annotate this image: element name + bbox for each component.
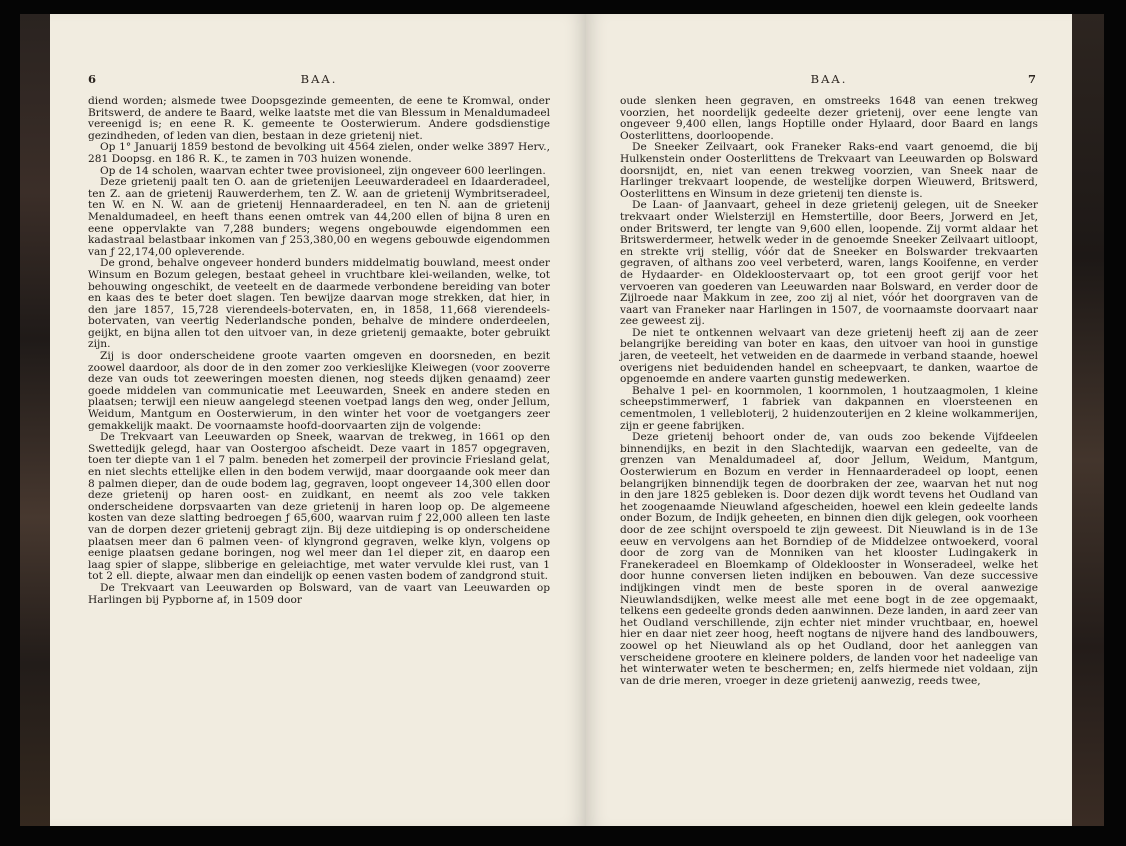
left-page-number: 6	[88, 72, 99, 86]
paragraph: Op de 14 scholen, waarvan echter twee provisioneel, zijn ongeveer 600 leerlingen.	[100, 164, 546, 177]
right-page	[586, 14, 1072, 826]
left-running-title: BAA.	[300, 72, 338, 86]
paragraph: oude slenken heen gegraven, en omstreeks 1648 van eenen trekweg voorzien, het noordelijk gedeelte dezer grietenij, over eene lengte van ongeveer 9,400 ellen, langs Hoptille onder Hylaard, door Baard en langs Oosterlittens, doorloopende.	[620, 95, 1038, 142]
paragraph: diend worden; alsmede twee Doopsgezinde gemeenten, de eene te Kromwal, onder Britswerd, de andere te Baard, welke laatste met die van Blessum in Menaldumadeel vereenigd is; en eene R. K. gemeente te Oosterwierum. Andere godsdienstige gezindheden, of leden van dien, bestaan in deze grietenij niet.	[88, 95, 550, 142]
paragraph: Behalve 1 pel- en koornmolen, 1 koornmolen, 1 houtzaagmolen, 1 kleine scheepstimmerwerf, 1 fabriek van dakpannen en vloersteenen en cementmolen, 1 vellebloterij, 2 huidenzouterijen en 2 kleine wolkammerijen, zijn er geene fabrijken.	[620, 384, 1038, 432]
paragraph: De grond, behalve ongeveer honderd bunders middelmatig bouwland, meest onder Winsum en Bozum gelegen, bestaat geheel in vruchtbare klei-weilanden, welke, tot behouwing ongeschikt, de veeteelt en de daarmede verbondene bereiding van boter en kaas des te beter doet slagen. Ten bewijze daarvan moge strekken, dat hier, in den jare 1857, 15,728 vierendeels-botervaten, en, in 1858, 11,668 vierendeels-botervaten, van veertig Nederlandsche ponden, behalve de mindere onderdeelen, geijkt, en bijna allen tot den uitvoer van, in deze grietenij gemaakte, boter gebruikt zijn.	[88, 257, 550, 351]
left-running-head	[88, 72, 550, 90]
paragraph: De Laan- of Jaanvaart, geheel in deze grietenij gelegen, uit de Sneeker trekvaart onder Wielsterzijl en Hemstertille, door Beers, Jorwerd en Jet, onder Britswerd, ter lengte van 9,600 ellen, loopende. Zij vormt aldaar het Britswerdermeer, hetwelk weder in de genoemde Sneeker Zeilvaart uitloopt, en strekte vrij stellig, vóór dat de Sneeker en Bolswarder trekvaarten gegraven, of althans zoo veel verbeterd, waren, langs Kooifenne, en verder de Hydaarder- en Oldekloostervaart op, tot een groot gerijf voor het vervoeren van goederen van Leeuwarden naar Bolsward, en verder door de Zijlroede naar Makkum in zee, zoo zij al niet, vóór het doorgraven van de vaart van Franeker naar Harlingen in 1507, de voornaamste doorvaart naar zee geweest zij.	[620, 199, 1038, 328]
paragraph: De niet te ontkennen welvaart van deze grietenij heeft zij aan de zeer belangrijke bereiding van boter en kaas, den uitvoer van hooi in gunstige jaren, de veeteelt, het vetweiden en de daarmede in verband staande, hoewel overigens niet beduidenden handel en scheepvaart, te danken, waartoe de opgenoemde en andere vaarten gunstig medewerken.	[620, 326, 1038, 386]
paragraph: Deze grietenij behoort onder de, van ouds zoo bekende Vijfdeelen binnendijks, en bezit in den Slachtedijk, waarvan een gedeelte, van de grenzen van Menaldumadeel af, door Jellum, Weidum, Mantgum, Oosterwierum en Bozum en verder in Hennaarderadeel op loopt, eenen belangrijken binnendijk tegen de doorbraken der zee, waarvan het nut nog in den jare 1825 gebleken is. Door dezen dijk wordt tevens het Oudland van het zoogenaamde Nieuwland afgescheiden, hoewel een klein gedeelte lands onder Bozum, de Indijk geheeten, en binnen dien dijk gelegen, ook voorheen door de zee schijnt overspoeld te zijn geweest. Dit Nieuwland is in de 13e eeuw en vervolgens aan het Borndiep of de Middelzee ontwoekerd, vooral door de zorg van de Monniken van het klooster Ludingakerk in Franekeradeel en Bloemkamp of Oldeklooster in Wonseradeel, welke het door hunne conversen lieten indijken en bebouwen. Van deze successive indijkingen vindt men de beste sporen in de overal aanwezige Nieuwlandsdijken, welke meest alle met eene bogt in de zee opgemaakt, telkens een gedeelte gronds deden aanwinnen. Deze landen, in aard zeer van het Oudland verschillende, zijn echter niet minder vruchtbaar, en, hoewel hier en daar niet zeer hoog, heeft nogtans de nijvere hand des landbouwers, zoowel op het Nieuwland als op het Oudland, door het aanleggen van verscheidene grootere en kleinere polders, de landen voor het nadeelige van het winterwater weten te beschermen; en, zelfs hiermede niet voldaan, zijn van de drie meren, vroeger in deze grietenij aanwezig, reeds twee,	[620, 431, 1038, 687]
left-page-text	[88, 96, 550, 606]
right-running-head	[620, 72, 1038, 90]
paragraph: Zij is door onderscheidene groote vaarten omgeven en doorsneden, en bezit zoowel daardoor, als door de in den zomer zoo verkieslijke Kleiwegen (voor zooverre deze van ouds tot zeeweringen moesten dienen, nog steeds dijken genaamd) zeer goede middelen van communicatie met Leeuwarden, Sneek en andere steden en plaatsen; terwijl een nieuw aangelegd steenen voetpad langs den weg, onder Jellum, Weidum, Mantgum en Oosterwierum, in den winter het voor de voetgangers zeer gemakkelijk maakt. De voornaamste hoofd-doorvaarten zijn de volgende:	[88, 350, 550, 432]
paragraph: De Sneeker Zeilvaart, ook Franeker Raks-end vaart genoemd, die bij Hulkenstein onder Oosterlittens de Trekvaart van Leeuwarden op Bolsward doorsnijdt, en, niet van eenen trekweg voorzien, van Sneek naar de Harlinger trekvaart loopende, de westelijke dorpen Wieuwerd, Britswerd, Oosterlittens en Winsum in deze grietenij ten dienste is.	[620, 141, 1038, 200]
paragraph: De Trekvaart van Leeuwarden op Sneek, waarvan de trekweg, in 1661 op den Swettedijk gelegd, haar van Oostergoo afscheidt. Deze vaart in 1857 opgegraven, toen ter diepte van 1 el 7 palm. beneden het zomerpeil der provincie Friesland gelat, en niet slechts ettelijke ellen in den bodem verwijd, maar doorgaande ook meer dan 8 palmen dieper, dan de oude bodem lag, gegraven, loopt ongeveer 14,300 ellen door deze grietenij op haren oost- en zuidkant, en neemt als zoo vele takken onderscheidene dorpsvaarten van deze grietenij in haren loop op. De algemeene kosten van deze slatting bedroegen ƒ 65,600, waarvan ruim ƒ 22,000 alleen ten laste van de dorpen dezer grietenij gebragt zijn. Bij deze uitdieping is op onderscheidene plaatsen meer dan 6 palmen veen- of klyngrond gegraven, welke klyn, volgens op eenige plaatsen gedane boringen, nog wel meer dan 1el dieper zit, en daarop een laag spier of slappe, slibberige en geleiachtige, met water vervulde klei rust, van 1 tot 2 ell. diepte, alwaar men dan eindelijk op eenen vasten bodem of zandgrond stuit.	[88, 431, 550, 583]
right-board-edge	[1072, 14, 1104, 826]
paragraph: De Trekvaart van Leeuwarden op Bolsward, van de vaart van Leeuwarden op Harlingen bij Pypborne af, in 1509 door	[88, 581, 550, 606]
paragraph: Op 1° Januarij 1859 bestond de bevolking uit 4564 zielen, onder welke 3897 Herv., 281 Doopsg. en 186 R. K., te zamen in 703 huizen wonende.	[88, 141, 550, 165]
right-running-title: BAA.	[810, 72, 848, 86]
left-board-edge	[20, 14, 50, 826]
paragraph: Deze grietenij paalt ten O. aan de grietenijen Leeuwarderadeel en Idaarderadeel, ten Z. aan de grietenij Rauwerderhem, ten Z. W. aan de grietenij Wymbritseradeel, ten W. en N. W. aan de grietenij Hennaarderadeel, en ten N. aan de grietenij Menaldumadeel, en heeft thans eenen omtrek van 44,200 ellen of bijna 8 uren en eene oppervlakte van 7,288 bunders; wegens ongebouwde eigendommen een kadastraal belastbaar inkomen van ƒ 253,380,00 en wegens gebouwde eigendommen van ƒ 22,174,00 opleverende.	[88, 176, 550, 258]
right-page-text	[620, 96, 1038, 687]
left-page	[50, 14, 586, 826]
right-page-number: 7	[1027, 72, 1038, 86]
book-spread	[20, 14, 1104, 826]
